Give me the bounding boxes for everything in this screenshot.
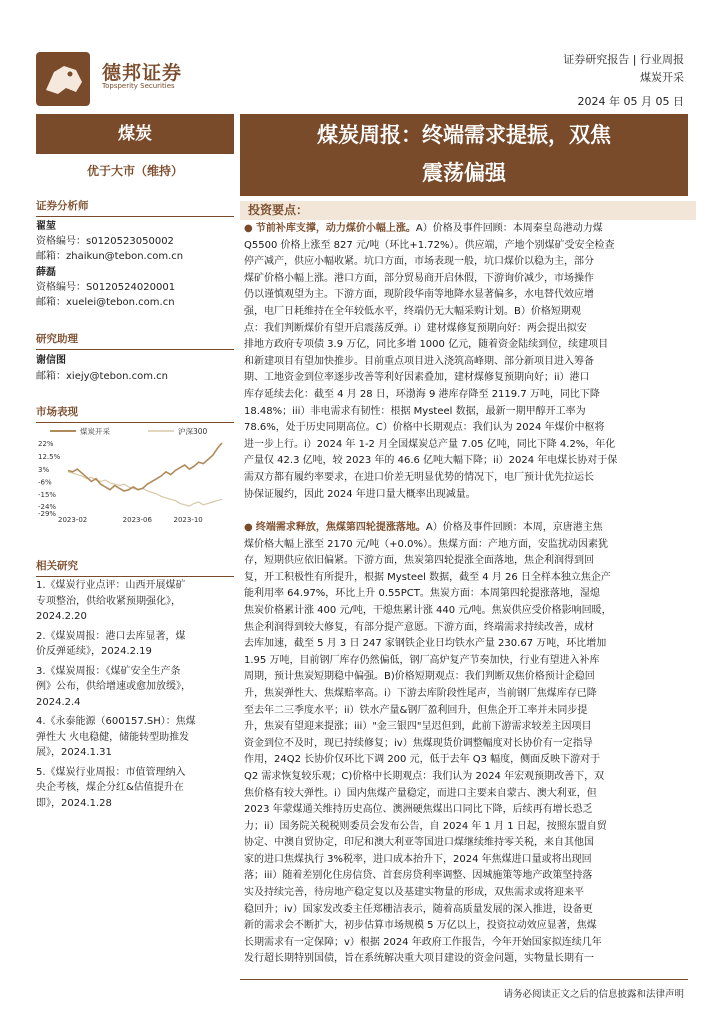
paragraph-line-text: A）价格及事件回顾：本周秦皇岛港动力煤 — [415, 223, 603, 234]
paragraph-line: 1.95 万吨，目前钢厂库存仍然偏低，钢厂高炉复产节奏加快，行业有望进入补库 — [244, 654, 600, 666]
paragraph-line: 新的需求会不断扩大，初步估算市场规模 5 万亿以上，投资拉动效应显著，焦煤 — [244, 920, 597, 932]
paragraph-line: 力；ii）国务院关税税则委员会发布公告，自 2024 年 1 月 1 日起，按照东盟自贸 — [244, 820, 607, 832]
paragraph-line: 去库加速，截至 5 月 3 日 247 家钢铁企业日均铁水产量 230.67 万吨，环比增加 — [244, 638, 607, 650]
related-item-line: 4.《永泰能源（600157.SH）：焦煤 — [36, 716, 196, 727]
related-item-line: 1.《煤炭行业点评：山西开展煤矿 — [36, 580, 186, 591]
x-tick-label: 2023-02 — [58, 516, 88, 523]
related-item-line: 弹性大 火电稳健，储能转型助推发 — [36, 731, 190, 743]
y-tick-label: 22% — [38, 440, 54, 448]
related-item-line: 即》，2024.1.28 — [36, 797, 112, 809]
related-item[interactable] — [36, 765, 234, 812]
related-item-line: 2024.2.20 — [36, 611, 87, 622]
paragraph-line: 落；iii）随着差别化住房信贷、首套房贷利率调整、因城施策等地产政策坚持落 — [244, 870, 593, 882]
paragraph-line: 强，电厂日耗维持在全年较低水平，终端仍无大幅采购计划。B）价格短期观 — [244, 305, 581, 317]
series-line-coal — [68, 443, 222, 491]
related-heading: 相关研究 — [36, 558, 234, 577]
paragraph-line — [244, 221, 688, 238]
paragraph-line: 仍以谨慎观望为主。下游方面，现阶段华南等地降水显著偏多，水电替代效应增 — [244, 289, 594, 301]
logo-text-en: Topsperity Securities — [102, 82, 175, 90]
points-heading: 投资要点： — [240, 201, 696, 220]
paragraph-line: 存，短期供应依旧偏紧。下游方面，焦炭第四轮提涨全面落地，焦企利润得到回 — [244, 555, 594, 567]
paragraph-line: 18.48%；iii）非电需求有韧性：根据 Mysteel 数据，最新一期甲醇开工率为 — [244, 405, 586, 417]
paragraph-line: 作用，24Q2 长协价仅环比下调 200 元，低于去年 Q3 幅度，侧面反映下游对于 — [244, 754, 601, 766]
assistant-heading: 研究助理 — [36, 331, 234, 350]
y-tick-label: -15% — [38, 490, 57, 499]
analyst-email[interactable]: 邮箱：xuelei@tebon.com.cn — [36, 297, 175, 308]
related-item-line: 3.《煤炭周报：《煤矿安全生产条 — [36, 665, 181, 677]
paragraph-line: 家的进口焦煤执行 3%税率，进口成本抬升下，2024 年焦煤进口量或将出现回 — [244, 853, 592, 865]
report-type: 证券研究报告 | 行业周报 — [563, 53, 684, 66]
paragraph-line: 升，焦炭有望迎来提涨；iii）"金三银四"呈迟但到，此前下游需求较差主因项目 — [244, 721, 592, 733]
assistant-name: 谢信图 — [36, 355, 66, 366]
x-tick-label: 2023-10 — [173, 516, 203, 523]
y-tick-label: -29% — [38, 510, 57, 518]
sector-sub: 煤炭开采 — [640, 71, 684, 84]
paragraph-line: 点：我们判断煤价有望开启震荡反弹。i）建材煤修复预期向好：两会提出拟安 — [244, 322, 587, 334]
related-item-line: 2024.2.4 — [36, 696, 81, 708]
paragraph-line: 需双方都有履约率要求，在进口价差无明显优势的情况下，电厂预计优先拉运长 — [244, 471, 594, 483]
report-date: 2024 年 05 月 05 日 — [577, 95, 684, 108]
paragraph-line: 产量仅 42.3 亿吨，较 2023 年的 46.6 亿吨大幅下降；ii）2024 年电煤长协对于保 — [244, 455, 618, 467]
bullet-icon: ● — [244, 223, 256, 234]
related-item-line: 5.《煤炭行业周报：市值管理纳入 — [36, 766, 186, 778]
paragraph-line: 升，焦炭弹性大、焦煤赔率高。i）下游去库阶段性尾声，当前钢厂焦煤库存已降 — [244, 687, 597, 699]
legend-label: 沪深300 — [178, 427, 208, 436]
x-tick-label: 2023-06 — [122, 516, 152, 523]
paragraph-line: 和新建项目有望加快推步。目前重点项目进入浇筑高峰期、部分新项目进入筹备 — [244, 355, 594, 367]
title-line-1: 煤炭周报：终端需求提振，双焦 — [317, 123, 611, 147]
related-item[interactable] — [36, 714, 234, 761]
related-item[interactable] — [36, 578, 234, 625]
paragraph-line: 进一步上行。i）2024 年 1-2 月全国煤炭总产量 7.05 亿吨，同比下降 4.2%，年化 — [244, 438, 616, 450]
analyst-cert: 资格编号：s0120523050002 — [36, 236, 174, 247]
analyst-email[interactable]: 邮箱：zhaikun@tebon.com.cn — [36, 251, 184, 262]
paragraph-line: 煤价格大幅上涨至 2170 元/吨（+0.0%）。焦煤方面：产地方面，安监扰动因素犹 — [244, 538, 608, 550]
analyst-name: 薛磊 — [36, 267, 56, 278]
related-list — [36, 578, 234, 815]
series-line-hs300 — [68, 472, 222, 506]
paragraph-lead: 终端需求释放，焦煤第四轮提涨落地。 — [255, 522, 426, 533]
paragraph-line: 发行超长期特别国债，旨在系统解决重大项目建设的资金问题，实物量长期有一 — [244, 953, 594, 965]
logo-bear-icon — [36, 52, 90, 106]
footer-divider — [240, 979, 688, 980]
legend-label: 煤炭开采 — [80, 427, 110, 436]
y-tick-label: 3% — [38, 466, 50, 475]
paragraph-line — [244, 520, 688, 537]
logo-mark-icon — [36, 52, 90, 106]
paragraph-line: 协定、中澳自贸协定，印尼和澳大利亚等国进口煤继续维持零关税，来自其他国 — [244, 837, 594, 849]
paragraph-line: 复，开工积极性有所提升，根据 Mysteel 数据，截至 4 月 26 日全样本独立焦企产 — [244, 571, 611, 583]
bullet-icon: ● — [244, 522, 256, 533]
paragraph-line: 焦炭价格累计涨 400 元/吨，干熄焦累计涨 440 元/吨。焦炭供应受价格影响回暖， — [244, 604, 612, 616]
related-item-line: 价反弹延续》，2024.2.19 — [36, 646, 152, 657]
paragraph-1 — [244, 221, 688, 503]
paragraph-line: 期、工地资金到位率逐步改善等利好因素叠加，建材煤修复预期向好；ii）港口 — [244, 372, 590, 384]
paragraph-line: 长期需求有一定保障；v）根据 2024 年政府工作报告，今年开始国家拟连续几年 — [244, 936, 602, 948]
report-title — [240, 114, 688, 196]
paragraph-line: 实及持续完善，待房地产稳定复以及基建实物量的形成，双焦需求或将迎来平 — [244, 887, 584, 899]
paragraph-line: 停产减产，供应小幅收紧。坑口方面，市场表现一般，坑口煤价以稳为主，部分 — [244, 256, 594, 268]
related-item-line: 2.《煤炭周报：港口去库显著，煤 — [36, 630, 186, 642]
paragraph-line: 排地方政府专项债 3.9 万亿，同比多增 1000 亿元，随着资金陆续到位，续建项目 — [244, 339, 609, 351]
analyst-cert: 资格编号：S0120524020001 — [36, 282, 176, 293]
paragraph-line: 周期，预计焦炭短期稳中偏强。B)价格短期观点：我们判断双焦价格预计企稳回 — [244, 671, 595, 683]
paragraph-line: 煤矿价格小幅上涨。港口方面，部分贸易商开启休假，下游询价减少，市场操作 — [244, 272, 594, 284]
paragraph-line: Q5500 价格上涨至 827 元/吨（环比+1.72%）。供应端，产地个别煤矿受安全检查 — [244, 239, 615, 251]
related-item[interactable] — [36, 629, 234, 660]
rating-label: 优于大市（维持） — [86, 164, 183, 178]
market-heading: 市场表现 — [36, 404, 234, 423]
analyst-name: 翟堃 — [36, 221, 56, 232]
related-item[interactable] — [36, 664, 234, 711]
y-tick-label: -24% — [38, 503, 57, 512]
paragraph-2 — [244, 520, 688, 968]
paragraph-line: 资金到位不及时，现已持续修复；iv）焦煤现货价调整幅度对长协价有一定指导 — [244, 737, 593, 749]
paragraph-line: 至去年二三季度水平；ii）铁水产量&钢厂盈利回升，但焦企开工率并未同步提 — [244, 704, 588, 716]
logo-text-cn: 德邦证券 — [102, 62, 183, 84]
related-item-line: 央企考核，煤企分红&估值提升在 — [36, 782, 184, 793]
paragraph-line: 库存延续去化：截至 4 月 28 日，环渤海 9 港库存降至 2119.7 万吨，同比下降 — [244, 388, 600, 400]
related-item-line: 例》公布，供给增速或愈加放缓》， — [36, 681, 191, 692]
assistant-email[interactable]: 邮箱：xiejy@tebon.com.cn — [36, 371, 168, 382]
sector-label: 煤炭 — [36, 114, 234, 154]
related-item-line: 展》，2024.1.31 — [36, 747, 112, 758]
title-line-2: 震荡偏强 — [422, 161, 506, 185]
y-tick-label: 12.5% — [38, 453, 61, 462]
paragraph-line-text: A）价格及事件回顾：本周，京唐港主焦 — [425, 522, 603, 533]
paragraph-lead: 节前补库支撑，动力煤价小幅上涨。 — [255, 223, 416, 234]
paragraph-line: 2023 年蒙煤通关维持历史高位、澳洲硬焦煤出口同比下降，后续再有增长恐乏 — [244, 804, 593, 816]
paragraph-line: Q2 需求恢复较乐观；C)价格中长期观点：我们认为 2024 年宏观预期改善下，双 — [244, 770, 605, 782]
paragraph-line: 焦企利润得到较大修复，有部分提产意愿。下游方面，终端需求持续改善，成材 — [244, 621, 594, 633]
analysts-heading: 证券分析师 — [36, 198, 234, 217]
footer-disclaimer: 请务必阅读正文之后的信息披露和法律声明 — [503, 989, 684, 1000]
y-tick-label: -6% — [38, 478, 52, 487]
paragraph-line: 协保证履约，因此 2024 年进口量大概率出现减量。 — [244, 488, 476, 500]
paragraph-line: 78.6%，处于历史同期高位。C）价格中长期观点：我们认为 2024 年煤价中枢将 — [244, 422, 605, 434]
market-chart — [36, 423, 234, 523]
paragraph-line: 能利用率 64.97%，环比上升 0.55PCT。焦炭方面：本周第四轮提涨落地，湿熄 — [244, 588, 600, 600]
related-item-line: 专项整治，供给收紧预期强化》， — [36, 595, 181, 607]
paragraph-line: 稳回升；iv）国家发改委主任郑栅洁表示，随着高质量发展的深入推进，设备更 — [244, 903, 593, 915]
market-chart-svg — [36, 423, 234, 523]
paragraph-line: 焦价格有较大弹性。i）国内焦煤产量稳定，而进口主要来自蒙古、澳大利亚，但 — [244, 787, 597, 799]
